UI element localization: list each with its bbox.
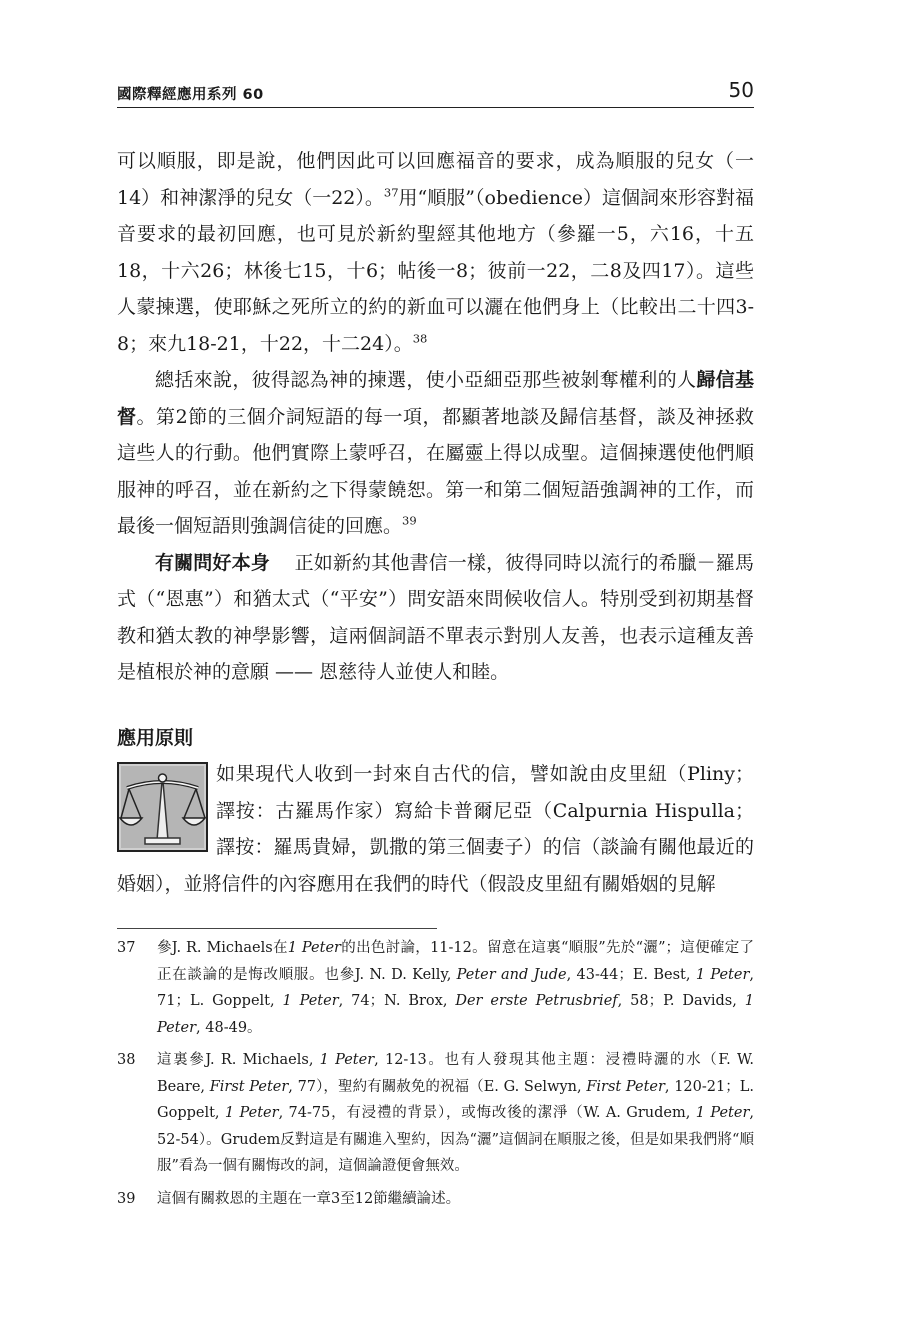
citation-title: 1 Peter	[157, 993, 754, 1036]
page-number: 50	[728, 78, 754, 102]
footnote-text	[157, 1186, 754, 1213]
running-header	[117, 78, 754, 108]
citation-title: 1 Peter	[319, 1052, 375, 1068]
paragraph-2	[117, 362, 754, 545]
header-rule	[117, 107, 754, 108]
footnote-number: 38	[117, 1052, 136, 1068]
citation-title: Der erste Petrusbrief	[455, 993, 618, 1009]
footnote-run: , 43-44；E. Best,	[566, 966, 696, 983]
footnote-ref-38[interactable]: 38	[412, 331, 428, 346]
footnote-run: , 77），聖約有關赦免的祝福（E. G. Selwyn,	[288, 1078, 587, 1095]
application-section	[117, 724, 754, 895]
footnote-run: , 48-49。	[196, 1019, 262, 1036]
text-run: 正如新約其他書信一樣，彼得同時以流行的希臘－羅馬式（“恩惠”）和猶太式（“平安”）問安語來問候收信人。特別受到初期基督教和猶太教的神學影響，這兩個詞語不單表示對別人友善，也表示這種友善是植根於神的意願 —— 恩慈待人並使人和睦。	[117, 551, 754, 683]
section-heading: 應用原則	[117, 727, 194, 749]
footnote-run: , 52-54）。Grudem反對這是有關進入聖約，因為“灑”這個詞在順服之後，但是如果我們將“順服”看為一個有關悔改的詞，這個論證便會無效。	[157, 1105, 754, 1174]
citation-title: 1 Peter	[695, 1105, 750, 1121]
footnote-run: , 58；P. Davids,	[617, 993, 745, 1009]
footnote-number: 37	[117, 940, 136, 956]
footnote-rule	[117, 928, 437, 929]
citation-title: 1 Peter	[695, 966, 750, 983]
footnote-run: , 120-21；L. Goppelt,	[157, 1078, 754, 1121]
footnote-run: 這個有關救恩的主題在一章3至12節繼續論述。	[157, 1190, 461, 1207]
text-run: 用“順服”（obedience）這個詞來形容對福音要求的最初回應，也可見於新約聖經其他地方（參羅一5，六16，十五18，十六26；林後七15，十6；帖後一8；彼前一22，二8及四17）。這些人蒙揀選，使耶穌之死所立的約的新血可以灑在他們身上（比較出二十四3-8；來九18-21，十22，十二24）。	[117, 186, 754, 355]
citation-title: First Peter	[586, 1078, 665, 1095]
footnote-38	[117, 1047, 754, 1180]
citation-title: 1 Peter	[224, 1105, 279, 1121]
main-text	[117, 143, 754, 691]
emphasis-text: 歸信基督	[117, 369, 754, 428]
citation-title: Peter and Jude	[456, 966, 567, 983]
footnote-run: 這裏參J. R. Michaels,	[157, 1052, 320, 1068]
footnote-number: 39	[117, 1190, 136, 1207]
citation-title: First Peter	[209, 1078, 289, 1095]
scales-icon	[117, 762, 208, 852]
text-run: 可以順服，即是說，他們因此可以回應福音的要求，成為順服的兒女（一14）和神潔淨的兒女（一22）。	[117, 150, 754, 209]
footnote-run: , 71；L. Goppelt,	[157, 966, 754, 1009]
citation-title: 1 Peter	[282, 993, 339, 1009]
series-title: 國際釋經應用系列 60	[117, 87, 264, 103]
footnote-run: 的出色討論，11-12。留意在這裏“順服”先於“灑”；這便確定了正在談論的是悔改順服。也參J. N. D. Kelly,	[157, 940, 754, 983]
text-run: 總括來說，彼得認為神的揀選，使小亞細亞那些被剝奪權利的人	[155, 369, 697, 391]
paragraph-3	[117, 545, 754, 691]
footnote-ref-37[interactable]: 37	[383, 185, 399, 200]
application-text	[117, 756, 754, 902]
footnote-text	[157, 1047, 754, 1180]
footnote-text	[157, 935, 754, 1041]
citation-title: 1 Peter	[287, 940, 341, 956]
footnote-37	[117, 935, 754, 1041]
run-in-heading: 有關問好本身	[155, 551, 270, 574]
text-run: 。第2節的三個介詞短語的每一項，都顯著地談及歸信基督，談及神拯救這些人的行動。他們實際上蒙呼召，在屬靈上得以成聖。這個揀選使他們順服神的呼召，並在新約之下得蒙饒恕。第一和第二個短語強調神的工作，而最後一個短語則強調信徒的回應。	[117, 405, 754, 537]
footnote-run: , 74-75，有浸禮的背景），或悔改後的潔淨（W. A. Grudem,	[278, 1105, 696, 1121]
footnote-ref-39[interactable]: 39	[402, 513, 417, 528]
footnote-39	[117, 1186, 754, 1213]
footnote-run: , 12-13。也有人發現其他主題：浸禮時灑的水（F. W. Beare,	[157, 1052, 754, 1095]
footnotes	[117, 935, 754, 1218]
application-paragraph: 如果現代人收到一封來自古代的信，譬如說由皮里紐（Pliny；譯按：古羅馬作家）寫給卡普爾尼亞（Calpurnia Hispulla；譯按：羅馬貴婦，凱撒的第三個妻子）的信（談論有關他最近的婚姻），並將信件的內容應用在我們的時代（假設皮里紐有關婚姻的見解	[117, 763, 754, 895]
footnote-run: 參J. R. Michaels在	[157, 940, 288, 956]
footnote-run: , 74；N. Brox,	[338, 993, 456, 1009]
paragraph-1	[117, 143, 754, 362]
